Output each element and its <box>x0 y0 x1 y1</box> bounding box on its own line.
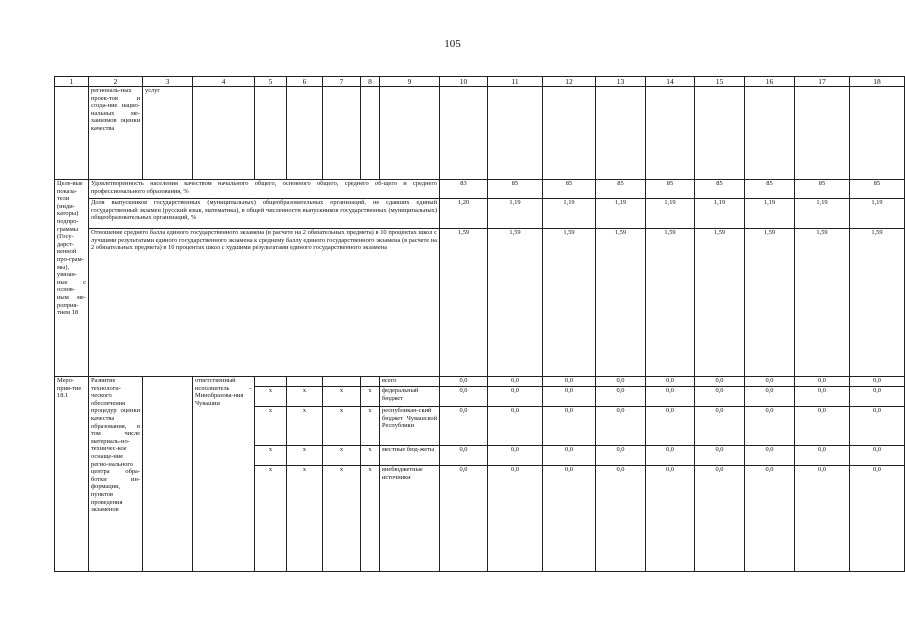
header-cell: 6 <box>287 77 323 87</box>
code-cell: x <box>255 446 287 466</box>
header-cell: 18 <box>850 77 905 87</box>
value-cell: 0,0 <box>695 387 745 407</box>
code-cell: x <box>361 387 380 407</box>
value-cell: 1,59 <box>488 229 543 377</box>
value-cell: 0,0 <box>695 446 745 466</box>
continuation-row <box>55 87 905 180</box>
value-cell: 0,0 <box>646 387 695 407</box>
funding-source: федеральный бюджет <box>380 387 440 407</box>
value-cell: 1,59 <box>440 229 488 377</box>
value-cell: 1,59 <box>795 229 850 377</box>
indicator-text: Отношение среднего балла единого государственного экзамена (в расчете на 2 обязательных предмета) в 10 процентах школ с лучшими результатами единого государственного экзамена к среднему баллу единого государственного экзамена (в расчете на 2 обязательных предмета) в 10 процентах школ с худшими результатами единого государственного экзамена <box>89 229 440 377</box>
value-cell: 1,59 <box>646 229 695 377</box>
value-cell: 1,59 <box>543 229 596 377</box>
value-cell: 0,0 <box>850 407 905 446</box>
code-cell <box>361 377 380 387</box>
indicators-label: Целе-вые показа-тели (инди-каторы) подпро-граммы (Госу-дарст-венной про-грам-мы), увязан-ные с основ-ным ме-роприя-тием 18 <box>55 180 89 377</box>
code-cell: x <box>255 387 287 407</box>
header-cell: 1 <box>55 77 89 87</box>
code-cell: x <box>287 446 323 466</box>
value-cell: 1,20 <box>440 199 488 229</box>
value-cell: 0,0 <box>440 387 488 407</box>
value-cell: 1,19 <box>745 199 795 229</box>
value-cell: 0,0 <box>488 446 543 466</box>
value-cell: 0,0 <box>543 407 596 446</box>
value-cell: 0,0 <box>795 407 850 446</box>
header-cell: 8 <box>361 77 380 87</box>
value-cell: 0,0 <box>596 377 646 387</box>
funding-source: внебюджетные источники <box>380 466 440 572</box>
value-cell: 85 <box>850 180 905 199</box>
indicator-text: Доля выпускников государственных (муниципальных) общеобразовательных организаций, не сдавших единый государственный экзамен (русский язык, математика), в общей численности выпускников государственных (муниципальных) общеобразовательных организаций, % <box>89 199 440 229</box>
value-cell: 85 <box>745 180 795 199</box>
value-cell: 1,59 <box>745 229 795 377</box>
value-cell: 1,19 <box>488 199 543 229</box>
value-cell: 0,0 <box>745 377 795 387</box>
code-cell: x <box>287 387 323 407</box>
header-cell: 4 <box>193 77 255 87</box>
value-cell: 0,0 <box>646 446 695 466</box>
code-cell <box>255 377 287 387</box>
value-cell: 0,0 <box>488 377 543 387</box>
code-cell: x <box>287 407 323 446</box>
value-cell: 0,0 <box>850 466 905 572</box>
funding-source: местные бюд-жеты <box>380 446 440 466</box>
value-cell: 85 <box>543 180 596 199</box>
value-cell: 0,0 <box>596 466 646 572</box>
code-cell <box>287 377 323 387</box>
header-cell: 10 <box>440 77 488 87</box>
header-cell: 2 <box>89 77 143 87</box>
header-cell: 3 <box>143 77 193 87</box>
code-cell: x <box>323 446 361 466</box>
value-cell: 1,19 <box>795 199 850 229</box>
value-cell: 0,0 <box>850 387 905 407</box>
indicator-row <box>55 180 905 199</box>
value-cell: 0,0 <box>646 377 695 387</box>
value-cell: 0,0 <box>440 407 488 446</box>
value-cell: 0,0 <box>543 446 596 466</box>
indicator-row <box>55 199 905 229</box>
value-cell: 0,0 <box>695 466 745 572</box>
indicator-text: Удовлетворенность населения качеством начального общего, основного общего, среднего об-щего и среднего профессионального образования, % <box>89 180 440 199</box>
value-cell: 0,0 <box>795 466 850 572</box>
value-cell: 0,0 <box>488 387 543 407</box>
value-cell: 85 <box>695 180 745 199</box>
value-cell: 0,0 <box>795 377 850 387</box>
code-cell: x <box>323 407 361 446</box>
funding-source: республикан-ский бюджет Чувашской Республики <box>380 407 440 446</box>
code-cell: x <box>361 446 380 466</box>
value-cell: 85 <box>795 180 850 199</box>
code-cell <box>323 377 361 387</box>
value-cell: 0,0 <box>850 377 905 387</box>
value-cell: 83 <box>440 180 488 199</box>
value-cell: 0,0 <box>488 407 543 446</box>
value-cell: 85 <box>488 180 543 199</box>
value-cell: 0,0 <box>745 446 795 466</box>
header-cell: 16 <box>745 77 795 87</box>
header-cell: 9 <box>380 77 440 87</box>
measure-executor: ответственный исполнитель – Минобразова-ния Чувашии <box>193 377 255 572</box>
header-cell: 15 <box>695 77 745 87</box>
measure-label: Меро-прия-тие 18.1 <box>55 377 89 572</box>
value-cell: 0,0 <box>488 466 543 572</box>
budget-table <box>54 76 905 572</box>
header-cell: 17 <box>795 77 850 87</box>
header-cell: 5 <box>255 77 287 87</box>
header-row <box>55 77 905 87</box>
header-cell: 11 <box>488 77 543 87</box>
value-cell: 0,0 <box>695 407 745 446</box>
value-cell: 0,0 <box>596 407 646 446</box>
value-cell: 0,0 <box>695 377 745 387</box>
funding-row <box>55 377 905 387</box>
value-cell: 0,0 <box>440 466 488 572</box>
continued-project-text: региональ-ных проек-тов и созда-ние нацио-нальных ме-ханизмов оценки качества <box>89 87 143 180</box>
value-cell: 0,0 <box>543 387 596 407</box>
value-cell: 1,19 <box>543 199 596 229</box>
value-cell: 1,19 <box>596 199 646 229</box>
value-cell: 0,0 <box>596 387 646 407</box>
header-cell: 12 <box>543 77 596 87</box>
code-cell: x <box>361 407 380 446</box>
value-cell: 0,0 <box>795 387 850 407</box>
value-cell: 1,59 <box>695 229 745 377</box>
value-cell: 1,59 <box>850 229 905 377</box>
value-cell: 0,0 <box>440 377 488 387</box>
value-cell: 1,19 <box>850 199 905 229</box>
funding-source: всего <box>380 377 440 387</box>
value-cell: 0,0 <box>440 446 488 466</box>
value-cell: 1,59 <box>596 229 646 377</box>
value-cell: 0,0 <box>646 407 695 446</box>
code-cell: x <box>323 466 361 572</box>
value-cell: 0,0 <box>543 466 596 572</box>
code-cell: x <box>323 387 361 407</box>
value-cell: 1,19 <box>646 199 695 229</box>
header-cell: 13 <box>596 77 646 87</box>
value-cell: 0,0 <box>795 446 850 466</box>
header-cell: 7 <box>323 77 361 87</box>
value-cell: 0,0 <box>596 446 646 466</box>
value-cell: 85 <box>596 180 646 199</box>
code-cell: x <box>255 407 287 446</box>
value-cell: 0,0 <box>850 446 905 466</box>
header-cell: 14 <box>646 77 695 87</box>
value-cell: 0,0 <box>745 387 795 407</box>
indicator-row <box>55 229 905 377</box>
value-cell: 85 <box>646 180 695 199</box>
page-number: 105 <box>444 38 461 50</box>
value-cell: 1,19 <box>695 199 745 229</box>
code-cell: x <box>287 466 323 572</box>
continued-col3-text: услуг <box>143 87 193 180</box>
value-cell: 0,0 <box>646 466 695 572</box>
value-cell: 0,0 <box>543 377 596 387</box>
measure-name: Развитие технологи-ческого обеспечения процедур оценки качества образования, в том числе материаль-но-техничес-кое оснаще-ние регио-нального центра обра-ботки ин-формации, пунктов проведения экзаменов <box>89 377 143 572</box>
code-cell: x <box>255 466 287 572</box>
value-cell: 0,0 <box>745 407 795 446</box>
value-cell: 0,0 <box>745 466 795 572</box>
code-cell: x <box>361 466 380 572</box>
